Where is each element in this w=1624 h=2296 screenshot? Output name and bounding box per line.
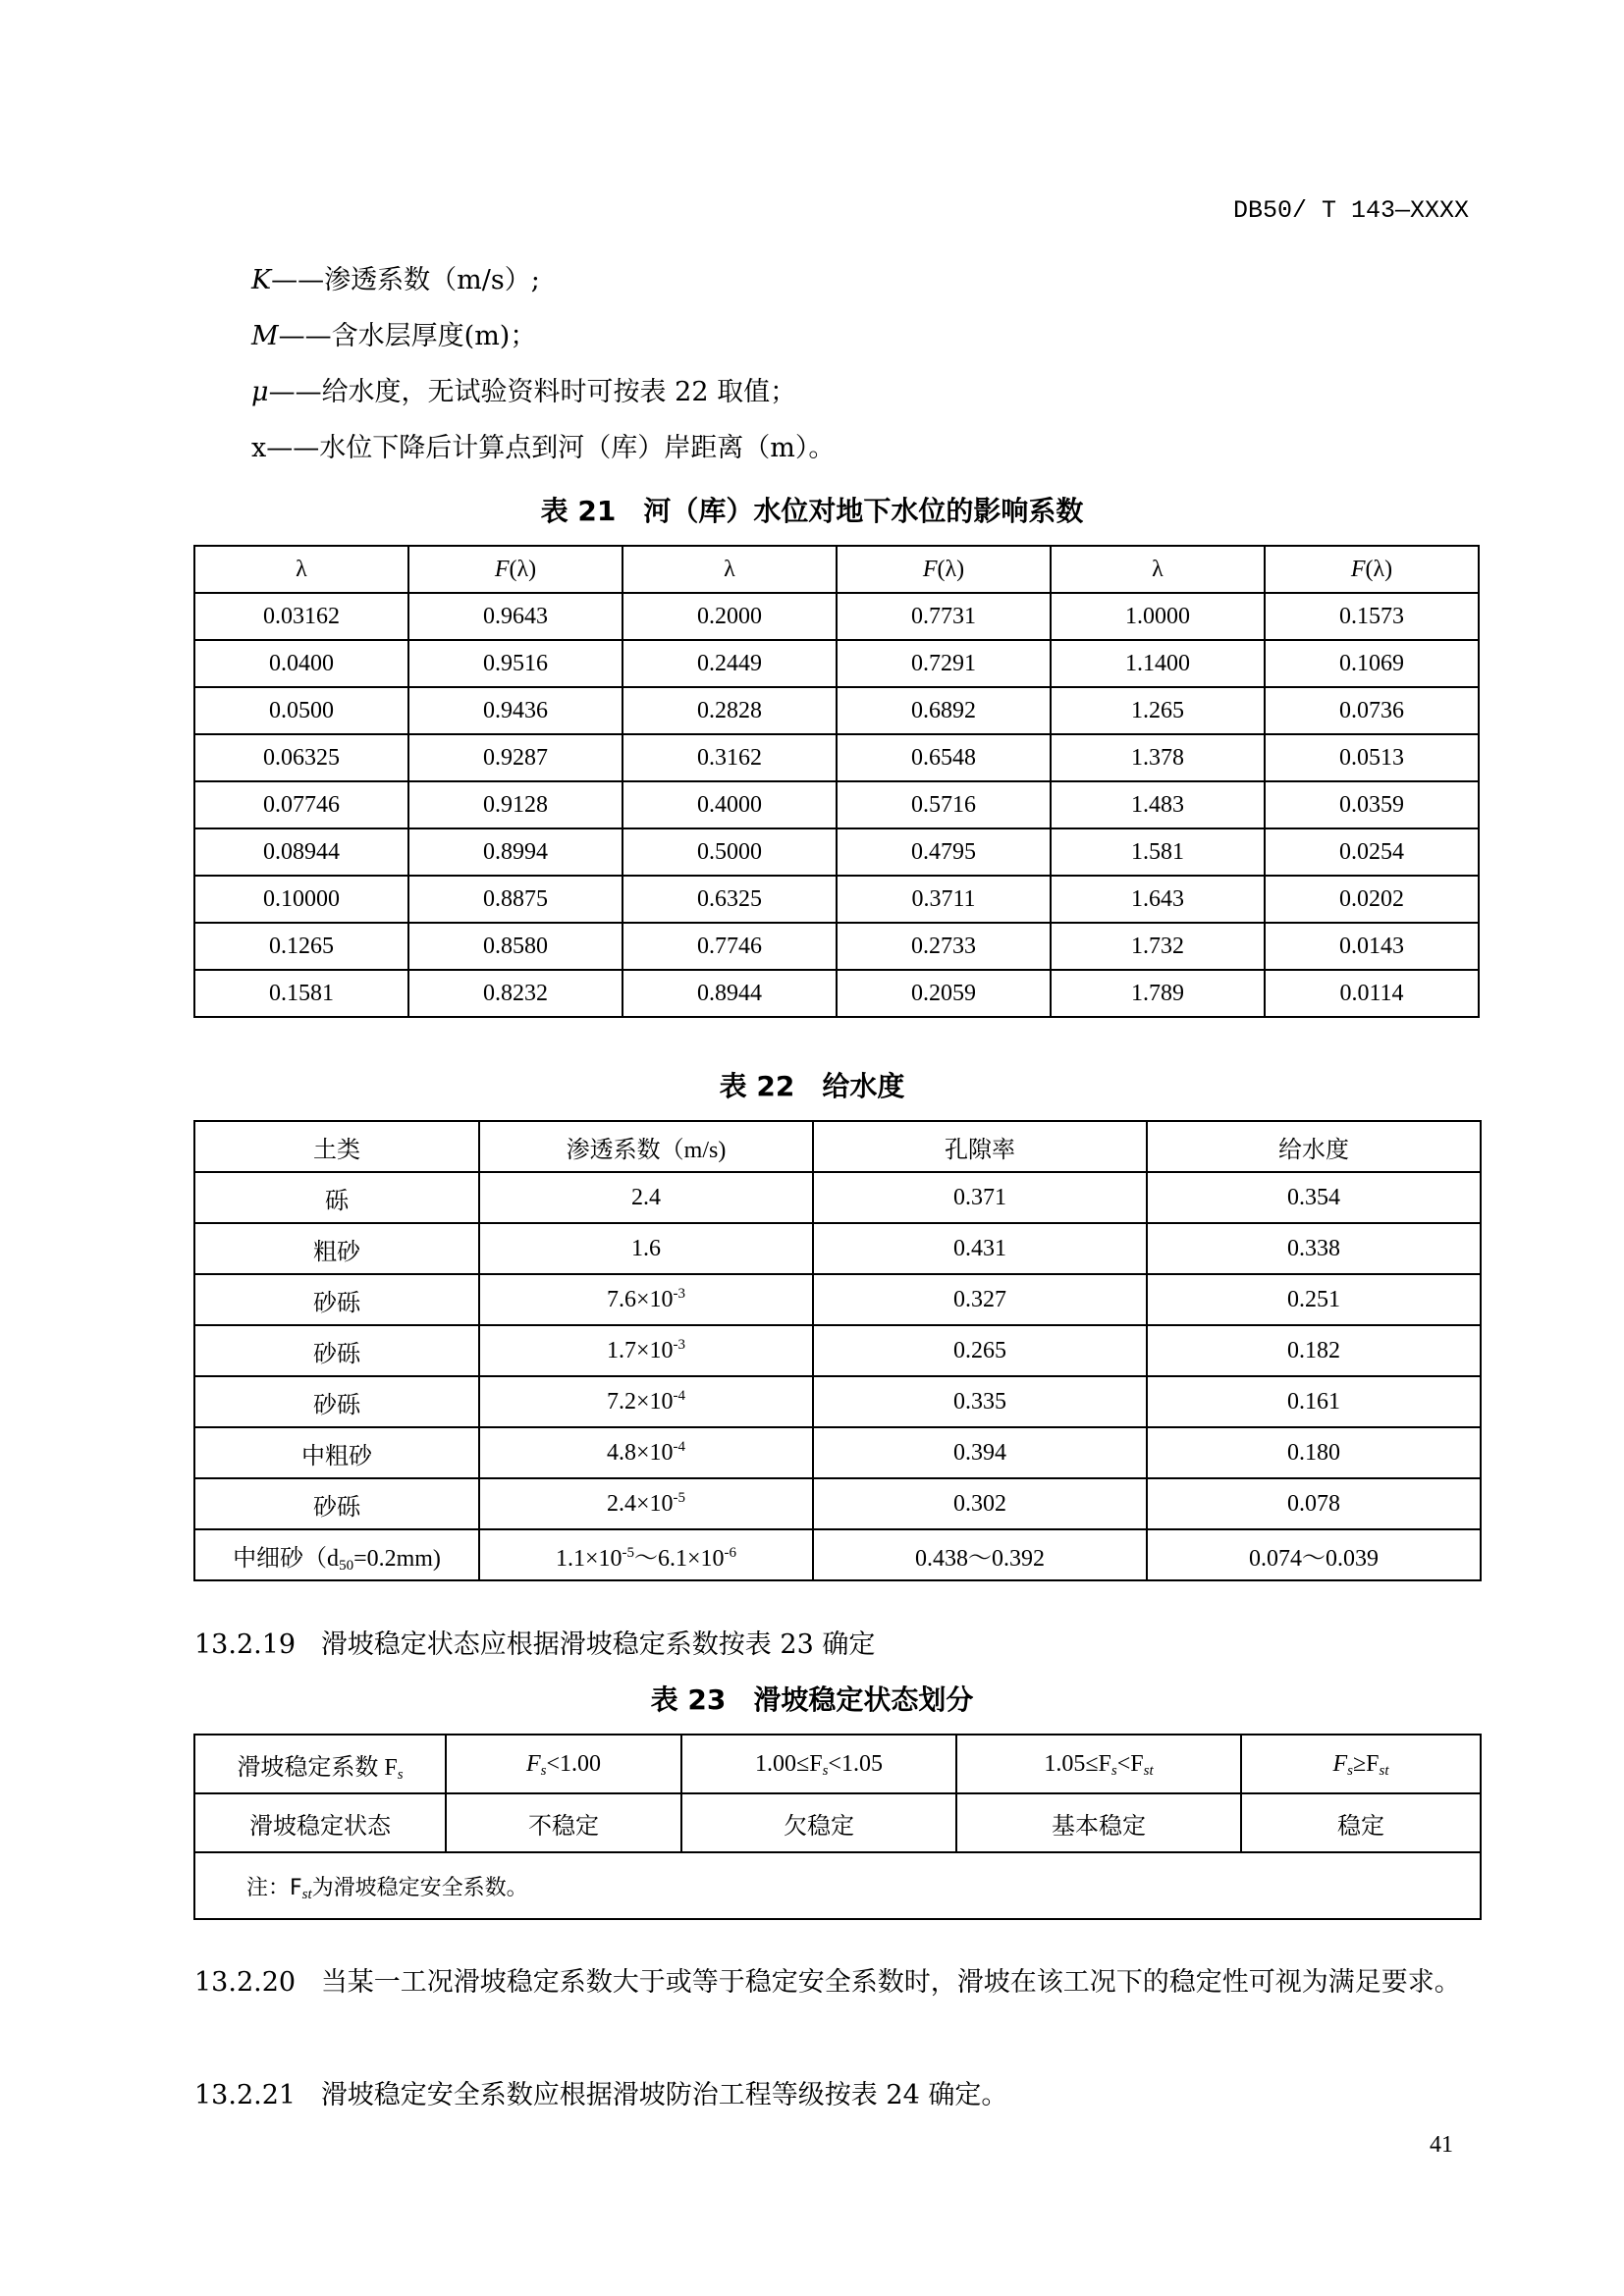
table21-cell: 1.1400 [1051,640,1265,687]
porosity-cell: 0.371 [813,1172,1147,1223]
specific-yield-cell: 0.338 [1147,1223,1481,1274]
table21-header-cell: F(λ) [408,546,623,593]
table22-row [194,1529,1481,1580]
porosity-cell: 0.431 [813,1223,1147,1274]
table21-cell: 0.8232 [408,970,623,1017]
header-soil: 土类 [194,1121,479,1172]
t23-range-less-stable: $1.00\le F_s<1.05$ [681,1735,956,1793]
table23 [193,1734,1482,1920]
table21-cell: 0.0513 [1265,734,1479,781]
table21-cell: 0.08944 [194,828,408,876]
table23-caption: 表 23 滑坡稳定状态划分 [650,1683,974,1716]
specific-yield-cell: 0.251 [1147,1274,1481,1325]
table21-row [194,828,1479,876]
table21-cell: 0.03162 [194,593,408,640]
table21-caption: 表 21 河（库）水位对地下水位的影响系数 [540,495,1084,527]
table21-cell: 0.1581 [194,970,408,1017]
table21-cell: 0.0202 [1265,876,1479,923]
table21-cell: 0.8875 [408,876,623,923]
permeability-cell: $7.6\times 10^{-3}$ [479,1274,813,1325]
table21-cell: 0.9643 [408,593,623,640]
table22-row [194,1223,1481,1274]
t23-range-stable: $F_s\ge F_{st}$ [1241,1735,1481,1793]
table21-cell: 0.2733 [837,923,1051,970]
table21-cell: 0.1573 [1265,593,1479,640]
permeability-cell: $1.1\times 10^{-5}\sim 6.1\times 10^{-6}$ [479,1529,813,1580]
table22-row [194,1478,1481,1529]
table21-cell: 1.789 [1051,970,1265,1017]
soil-type-cell: 中粗砂 [194,1427,479,1478]
table21-header-cell: F(λ) [1265,546,1479,593]
soil-type-cell: 砂砾 [194,1376,479,1427]
t23-range-unstable: $F_s<1.00$ [446,1735,681,1793]
table22-row [194,1427,1481,1478]
header-specific-yield: 给水度 [1147,1121,1481,1172]
table21-row [194,640,1479,687]
soil-type-cell: 砂砾 [194,1325,479,1376]
table21-cell: 0.9287 [408,734,623,781]
table21-cell: 1.0000 [1051,593,1265,640]
soil-type-cell: 中细砂$(d_{50}=0.2mm)$ [194,1529,479,1580]
table21-cell: 0.5000 [623,828,837,876]
table21-cell: 0.6325 [623,876,837,923]
table21-cell: 0.8994 [408,828,623,876]
soil-type-cell: 砂砾 [194,1478,479,1529]
table21-cell: 0.10000 [194,876,408,923]
table21-header-row [194,546,1479,593]
table21-cell: 0.9128 [408,781,623,828]
table21-cell: 0.2000 [623,593,837,640]
table21-cell: 0.6548 [837,734,1051,781]
table22-row [194,1172,1481,1223]
specific-yield-cell: 0.182 [1147,1325,1481,1376]
clause-13-2-20: 13.2.20 当某一工况滑坡稳定系数大于或等于稳定安全系数时，滑坡在该工况下的稳定性可视为满足要求。 [194,1967,1461,1998]
header-porosity: 孔隙率 [813,1121,1147,1172]
table21-cell: 1.643 [1051,876,1265,923]
table21-cell: 0.3162 [623,734,837,781]
table22-header-row [194,1121,1481,1172]
t23-state-unstable: 不稳定 [446,1793,681,1852]
table21-cell: 0.2828 [623,687,837,734]
table23-row-factor [194,1735,1481,1793]
table21-cell: 0.1069 [1265,640,1479,687]
table21-cell: 1.265 [1051,687,1265,734]
table21-cell: 0.0254 [1265,828,1479,876]
table21-row [194,734,1479,781]
t23-note: 注：$F_{st}$为滑坡稳定安全系数。 [194,1852,1481,1919]
table21-cell: 0.9436 [408,687,623,734]
porosity-cell: 0.335 [813,1376,1147,1427]
t23-label-state: 滑坡稳定状态 [194,1793,446,1852]
table21-cell: 1.581 [1051,828,1265,876]
table21-cell: 0.6892 [837,687,1051,734]
definition-x: x——水位下降后计算点到河（库）岸距离（m）。 [251,433,836,463]
table21-cell: 0.3711 [837,876,1051,923]
soil-type-cell: 砾 [194,1172,479,1223]
table21-header-cell: λ [194,546,408,593]
t23-label-factor: 滑坡稳定系数 $F_s$ [194,1735,446,1793]
table21-cell: 1.732 [1051,923,1265,970]
definition-k: K——渗透系数（m/s）; [251,265,540,295]
soil-type-cell: 砂砾 [194,1274,479,1325]
specific-yield-cell: 0.180 [1147,1427,1481,1478]
definition-mu: μ——给水度，无试验资料时可按表 22 取值； [251,377,797,407]
specific-yield-cell: 0.078 [1147,1478,1481,1529]
table21-cell: 0.0400 [194,640,408,687]
specific-yield-cell: 0.074～0.039 [1147,1529,1481,1580]
table21-row [194,876,1479,923]
table21-cell: 0.06325 [194,734,408,781]
permeability-cell: $1.7\times 10^{-3}$ [479,1325,813,1376]
permeability-cell: $4.8\times 10^{-4}$ [479,1427,813,1478]
table21-cell: 0.0114 [1265,970,1479,1017]
table21-row [194,593,1479,640]
definition-m: M——含水层厚度(m)； [251,321,537,351]
porosity-cell: 0.302 [813,1478,1147,1529]
table21-cell: 0.0736 [1265,687,1479,734]
header-permeability: 渗透系数（m/s) [479,1121,813,1172]
table22-caption: 表 22 给水度 [719,1070,905,1102]
table21-cell: 0.0500 [194,687,408,734]
table21-cell: 0.9516 [408,640,623,687]
table21-cell: 0.0143 [1265,923,1479,970]
table21-cell: 0.8580 [408,923,623,970]
table22-row [194,1274,1481,1325]
permeability-cell: 2.4 [479,1172,813,1223]
clause-13-2-21: 13.2.21 滑坡稳定安全系数应根据滑坡防治工程等级按表 24 确定。 [194,2080,1008,2110]
table21-cell: 1.483 [1051,781,1265,828]
porosity-cell: 0.438～0.392 [813,1529,1147,1580]
t23-state-less-stable: 欠稳定 [681,1793,956,1852]
t23-state-basic-stable: 基本稳定 [956,1793,1241,1852]
table21-cell: 1.378 [1051,734,1265,781]
table21-header-cell: λ [1051,546,1265,593]
table21-row [194,687,1479,734]
permeability-cell: $2.4\times 10^{-5}$ [479,1478,813,1529]
table21-cell: 0.5716 [837,781,1051,828]
table21 [193,545,1480,1018]
table21-row [194,781,1479,828]
table22 [193,1120,1482,1581]
table21-row [194,923,1479,970]
porosity-cell: 0.327 [813,1274,1147,1325]
table22-row [194,1325,1481,1376]
t23-range-basic-stable: $1.05\le F_s<F_{st}$ [956,1735,1241,1793]
t23-state-stable: 稳定 [1241,1793,1481,1852]
table21-header-cell: λ [623,546,837,593]
table21-cell: 0.7731 [837,593,1051,640]
table22-row [194,1376,1481,1427]
table21-cell: 0.7291 [837,640,1051,687]
table21-cell: 0.0359 [1265,781,1479,828]
doc-code: DB50/ T 143—XXXX [1233,196,1470,225]
table21-row [194,970,1479,1017]
table21-cell: 0.4795 [837,828,1051,876]
table21-cell: 0.2059 [837,970,1051,1017]
table21-cell: 0.4000 [623,781,837,828]
porosity-cell: 0.265 [813,1325,1147,1376]
soil-type-cell: 粗砂 [194,1223,479,1274]
table21-cell: 0.1265 [194,923,408,970]
page-number: 41 [1430,2132,1453,2158]
table21-cell: 0.8944 [623,970,837,1017]
specific-yield-cell: 0.161 [1147,1376,1481,1427]
table21-cell: 0.07746 [194,781,408,828]
clause-13-2-19: 13.2.19 滑坡稳定状态应根据滑坡稳定系数按表 23 确定 [194,1629,876,1660]
porosity-cell: 0.394 [813,1427,1147,1478]
permeability-cell: 1.6 [479,1223,813,1274]
table21-cell: 0.7746 [623,923,837,970]
table23-note-row [194,1852,1481,1919]
table21-header-cell: F(λ) [837,546,1051,593]
specific-yield-cell: 0.354 [1147,1172,1481,1223]
table23-row-state [194,1793,1481,1852]
permeability-cell: $7.2\times 10^{-4}$ [479,1376,813,1427]
table21-cell: 0.2449 [623,640,837,687]
